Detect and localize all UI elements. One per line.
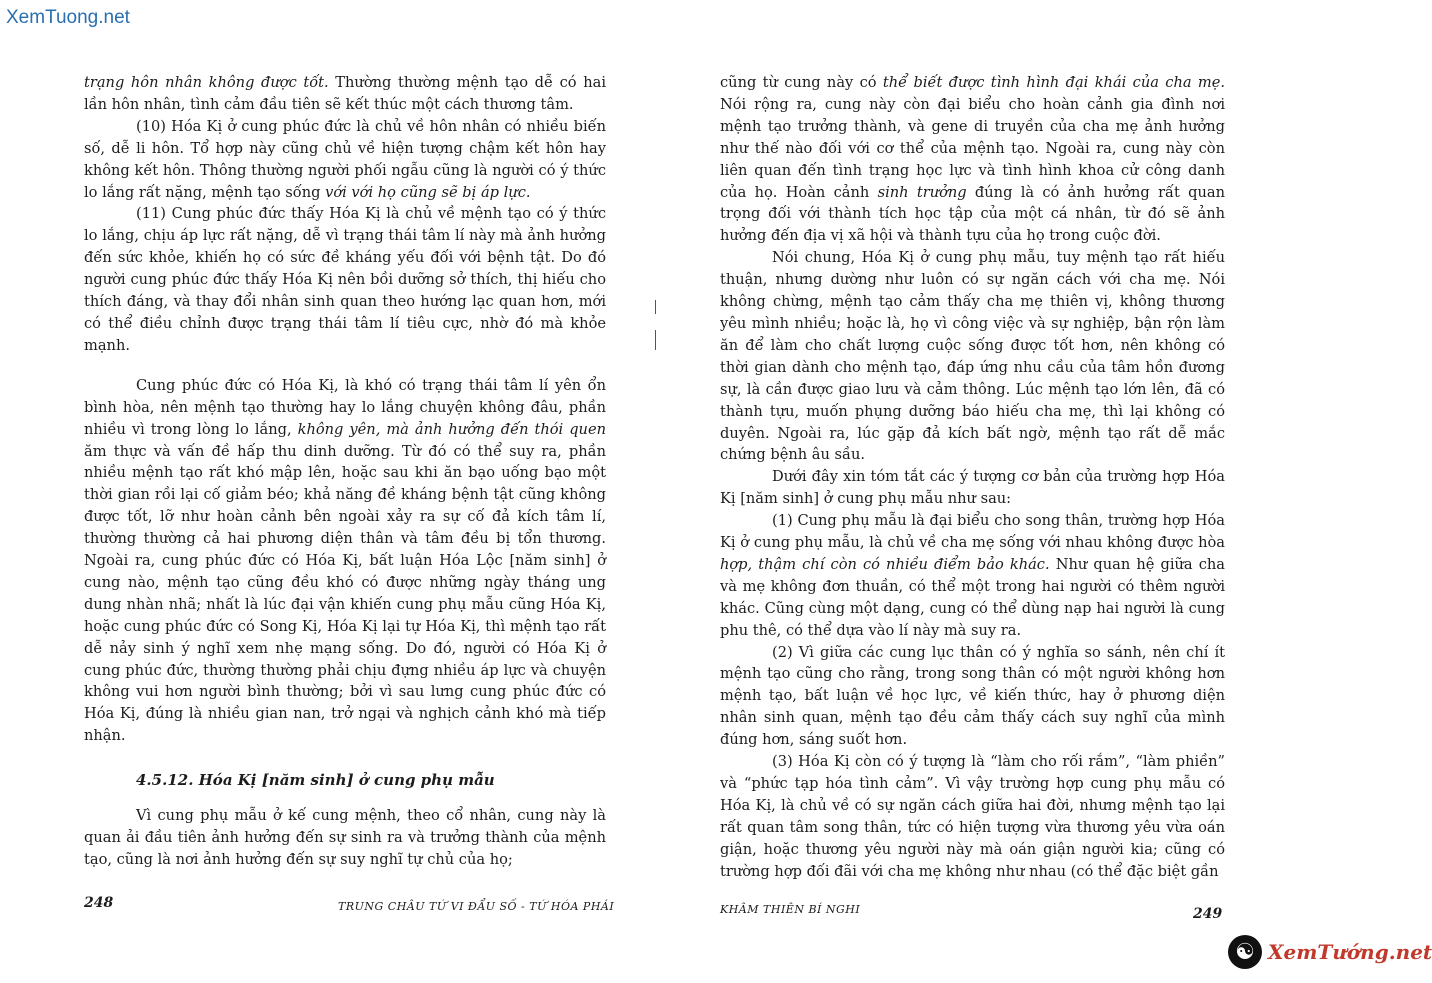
right-p1-italic-b: sinh trưởng	[869, 183, 967, 201]
right-page-number: 249	[1193, 906, 1223, 922]
left-p4-text-b: ăm thực và vấn đề hấp thu dinh dưỡng. Từ đó có thể suy ra, phần nhiều mệnh tạo rất khó mập lên, hoặc sau khi ăn bạo uống bạo một thời gian rồi lại cố giảm béo; khả năng đề kháng bệnh tật cũng không được tốt, lỡ như hoàn cảnh bên ngoài xảy ra sự cố đả kích tâm lí, thường thường cả hai phương diện thân và tâm đều bị tổn thương. Ngoài ra, cung phúc đức có Hóa Kị, bất luận Hóa Lộc [năm sinh] ở cung nào, mệnh tạo cũng đều khó có được những ngày tháng ung dung nhàn nhã; nhất là lúc đại vận khiến cung phụ mẫu cũng Hóa Kị, hoặc cung phúc đức có Song Kị, Hóa Kị lại tự Hóa Kị, thì mệnh tạo rất dễ nảy sinh ý nghĩ xem nhẹ mạng sống. Do đó, người có Hóa Kị ở cung phúc đức, thường thường phải chịu đựng nhiều áp lực và chuyện không vui hơn người bình thường; bởi vì sau lưng cung phúc đức có Hóa Kị, đúng là nhiều gian nan, trở ngại và nghịch cảnh khó mà tiếp nhận.	[84, 442, 606, 745]
left-paragraph-4	[84, 375, 606, 747]
left-p2-text: (10) Hóa Kị ở cung phúc đức là chủ về hôn nhân có nhiều biến số, dễ li hôn. Tổ hợp này cũng chủ về hiện tượng chậm kết hôn hay không kết hôn. Thông thường người phối ngẫu cũng là người có ý thức lo lắng rất nặng, mệnh tạo sống	[84, 117, 606, 201]
right-p4-italic: hợp, thậm chí còn có nhiều điểm bảo khác.	[720, 555, 1050, 573]
site-watermark: XemTuong.net	[6, 7, 130, 28]
left-p1-text: Thường thường mệnh tạo dễ có hai lần hôn nhân, tình cảm đầu tiên sẽ kết thúc một cách thương tâm.	[84, 74, 606, 113]
left-page-number: 248	[84, 895, 114, 911]
left-p2-italic: với với họ cũng sẽ bị áp lực.	[320, 183, 531, 201]
left-paragraph-3: (11) Cung phúc đức thấy Hóa Kị là chủ về mệnh tạo có ý thức lo lắng, chịu áp lực rất nặng, dễ vì trạng thái tâm lí này mà ảnh hưởng đến sức khỏe, khiến họ có sức đề kháng yếu đối với bệnh tật. Do đó người cung phúc đức thấy Hóa Kị nên bồi dưỡng sở thích, thị hiếu cho thích đáng, và thay đổi nhân sinh quan theo hướng lạc quan hơn, mới có thể điều chỉnh được trạng thái tâm lí tiêu cực, nhờ đó mà khỏe mạnh.	[84, 205, 606, 354]
right-paragraph-3: Dưới đây xin tóm tắt các ý tượng cơ bản của trường hợp Hóa Kị [năm sinh] ở cung phụ mẫu như sau:	[720, 468, 1225, 508]
right-page	[720, 72, 1225, 883]
right-paragraph-2: Nói chung, Hóa Kị ở cung phụ mẫu, tuy mệnh tạo rất hiếu thuận, nhưng dường như luôn có sự ngăn cách với cha mẹ. Nói không chừng, mệnh tạo cảm thấy cha mẹ thiên vị, không thương yêu mình nhiều; hoặc là, họ vì công việc và sự nghiệp, bận rộn làm ăn để làm cho chất lượng cuộc sống được tốt hơn, nên không có thời gian dành cho mệnh tạo, đáp ứng nhu cầu của tâm hồn đương sự, là cần được giao lưu và cảm thông. Lúc mệnh tạo lớn lên, đã có thành tựu, muốn phụng dưỡng báo hiếu cha mẹ, thì lại không có duyên. Ngoài ra, lúc gặp đả kích bất ngờ, mệnh tạo rất dễ mắc chứng bệnh âu sầu.	[720, 249, 1225, 464]
gutter-mark	[655, 330, 656, 350]
right-paragraph-1	[720, 72, 1225, 247]
site-logo	[1228, 935, 1432, 969]
left-paragraph-5: Vì cung phụ mẫu ở kế cung mệnh, theo cổ nhân, cung này là quan ải đầu tiên ảnh hưởng đến sự sinh ra và trưởng thành của mệnh tạo, cũng là nơi ảnh hưởng đến sự suy nghĩ tự chủ của họ;	[84, 807, 606, 868]
left-p4-italic: không yên, mà ảnh hưởng đến thói quen	[291, 420, 606, 438]
right-p4-text-a: (1) Cung phụ mẫu là đại biểu cho song thân, trường hợp Hóa Kị ở cung phụ mẫu, là chủ về cha mẹ sống với nhau không được hòa	[720, 512, 1225, 552]
right-paragraph-4	[720, 510, 1225, 641]
left-p1-italic: trạng hôn nhân không được tốt.	[84, 74, 329, 91]
logo-text: XemTướng.net	[1268, 940, 1432, 964]
left-p4-text-a: Cung phúc đức có Hóa Kị, là khó có trạng thái tâm lí yên ổn bình hòa, nên mệnh tạo thường hay lo lắng chuyện không đâu, phần nhiều vì trong lòng lo lắng,	[84, 376, 606, 438]
left-paragraph-2	[84, 116, 606, 204]
right-p1-italic-a: thể biết được tình hình đại khái của cha mẹ.	[876, 74, 1226, 91]
left-page	[84, 72, 606, 871]
left-running-footer: TRUNG CHÂU TỨ VI ĐẨU SỐ - TỨ HÓA PHÁI	[338, 900, 615, 913]
right-running-footer: KHÂM THIÊN BÍ NGHI	[720, 903, 861, 916]
right-p1-text-b: Nói rộng ra, cung này còn đại biểu cho hoàn cảnh gia đình nơi mệnh tạo trưởng thành, và gene di truyền của cha mẹ ảnh hưởng như thế nào đối với cơ thể của mệnh tạo. Ngoài ra, cung này còn liên quan đến tình trạng học lực và tình hình khoa cử công danh của họ. Hoàn cảnh	[720, 95, 1225, 201]
right-p1-text-a: cũng từ cung này có	[720, 74, 877, 91]
section-heading: 4.5.12. Hóa Kị [năm sinh] ở cung phụ mẫu	[136, 771, 495, 790]
right-p4-text-b: Như quan hệ giữa cha và mẹ không đơn thuần, có thể một trong hai người có thêm người khác. Cũng cùng một dạng, cung có thể dùng nạp hai người là cung phu thê, có thể dựa vào lí này mà suy ra.	[720, 555, 1225, 639]
right-paragraph-6: (3) Hóa Kị còn có ý tượng là “làm cho rối rắm”, “làm phiền” và “phức tạp hóa tình cảm”. Vì vậy trường hợp cung phụ mẫu có Hóa Kị, là chủ về có sự ngăn cách giữa hai đời, nhưng mệnh tạo lại rất quan tâm song thân, tức có hiện tượng vừa thương yêu vừa oán giận, hoặc thương yêu người này mà oán giận người kia; cũng có trường hợp đối đãi với cha mẹ không như nhau (có thể đặc biệt gần	[720, 753, 1225, 880]
gutter-mark	[655, 300, 656, 314]
right-paragraph-5: (2) Vì giữa các cung lục thân có ý nghĩa so sánh, nên chí ít mệnh tạo cũng cho rằng, trong song thân có một người không hơn mệnh tạo, bất luận về học lực, về kiến thức, hay ở phương diện nhân sinh quan, mệnh tạo đều cảm thấy cách suy nghĩ của mình đúng hơn, sáng suốt hơn.	[720, 643, 1225, 749]
yin-yang-icon: ☯	[1228, 935, 1262, 969]
left-paragraph-1	[84, 72, 606, 116]
right-p1-text-c: đúng là có ảnh hưởng rất quan trọng đối với thành tích học tập của một cá nhân, từ đó sẽ ảnh hưởng đến địa vị xã hội và thành tựu của họ trong cuộc đời.	[720, 183, 1225, 245]
